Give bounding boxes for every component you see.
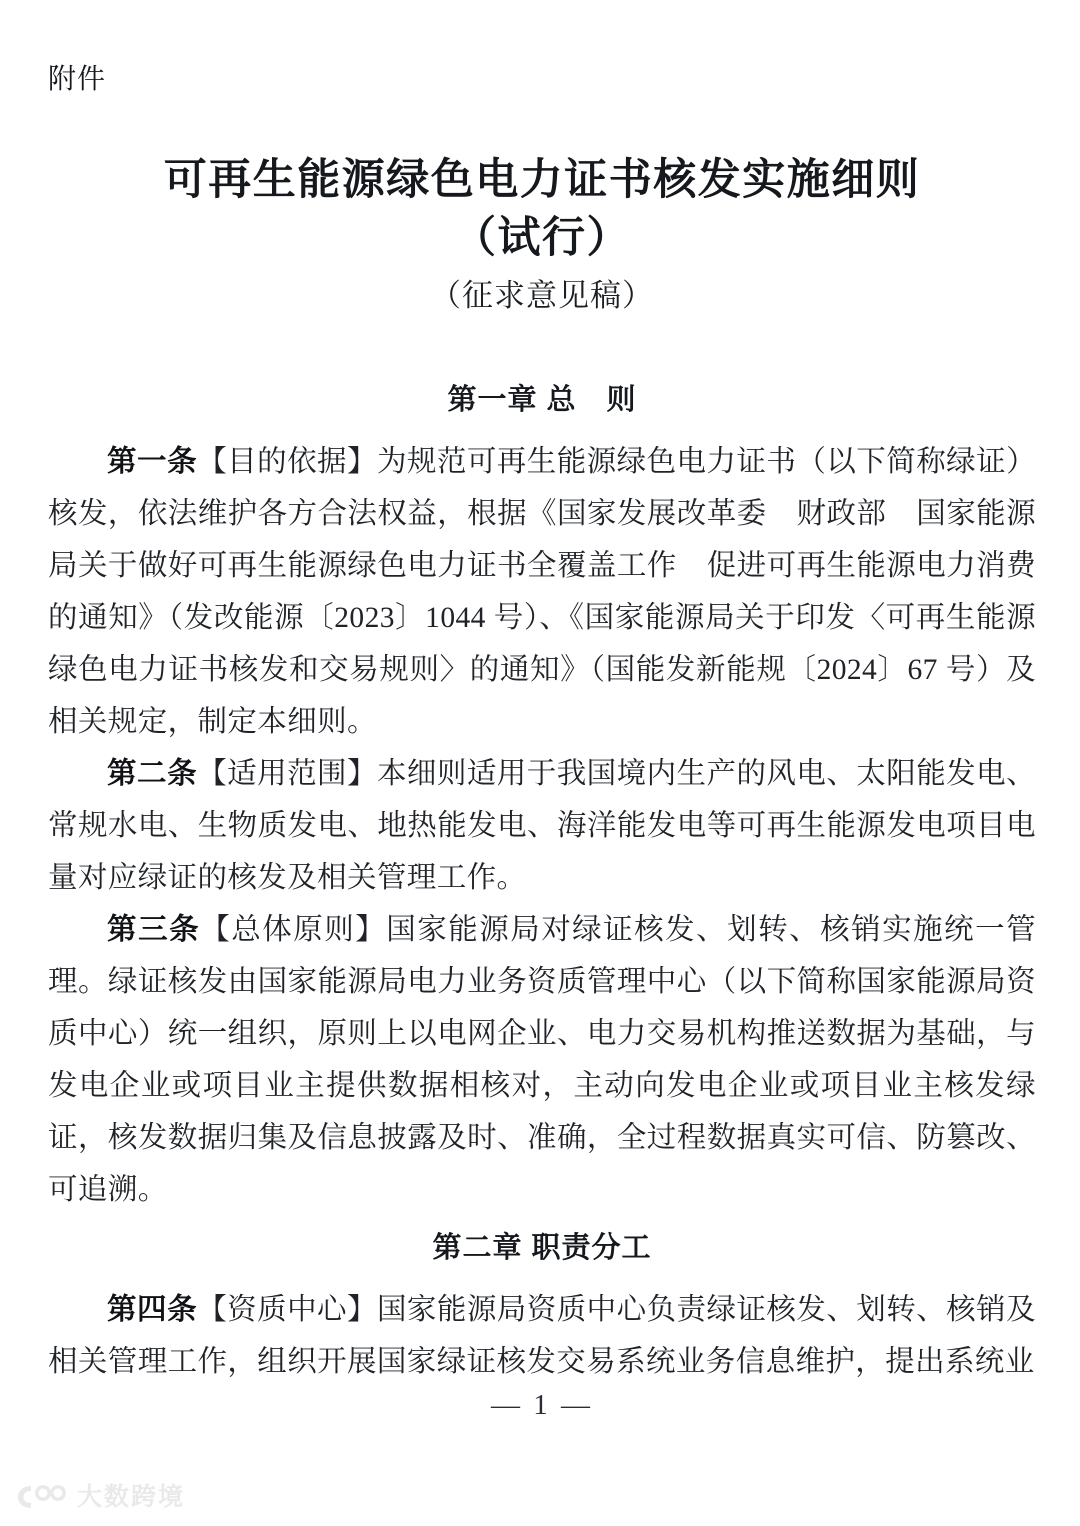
article-paragraph [48,1284,1036,1388]
title-block [48,152,1036,324]
article-tag: 【目的依据】 [197,446,377,478]
document-title-line-2: （试行） [453,215,631,262]
watermark [14,1482,185,1512]
article-text: 国家能源局对绿证核发、划转、核销实施统一管理。绿证核发由国家能源局电力业务资质管理中心（以下简称国家能源局资质中心）统一组织，原则上以电网企业、电力交易机构推送数据为基础，与发电企业或项目业主提供数据相核对，主动向发电企业或项目业主核发绿证，核发数据归集及信息披露及时、准确，全过程数据真实可信、防篡改、可追溯。 [48,914,1036,1206]
article-paragraph [48,904,1036,1216]
chapter-heading-2: 第二章 职责分工 [432,1232,652,1264]
article-paragraph [48,436,1036,748]
document-subtitle: （征求意见稿） [430,278,654,313]
article-text: 为规范可再生能源绿色电力证书（以下简称绿证）核发，依法维护各方合法权益，根据《国家发展改革委 财政部 国家能源局关于做好可再生能源绿色电力证书全覆盖工作 促进可再生能源电力消费的通知》（发改能源〔2023〕1044 号）、《国家能源局关于印发〈可再生能源绿色电力证书核发和交易规则〉的通知》（国能发新能规〔2024〕67 号）及相关规定，制定本细则。 [48,446,1036,738]
article-paragraph [48,748,1036,904]
article-number: 第二条 [107,758,198,790]
watermark-text: 大数跨境 [77,1483,186,1511]
article-text: 本细则适用于我国境内生产的风电、太阳能发电、常规水电、生物质发电、地热能发电、海洋能发电等可再生能源发电项目电量对应绿证的核发及相关管理工作。 [48,758,1036,894]
article-text: 国家能源局资质中心负责绿证核发、划转、核销及相关管理工作，组织开展国家绿证核发交易系统业务信息维护，提出系统业 [48,1294,1036,1378]
article-number: 第一条 [107,446,198,478]
attachment-label: 附件 [48,63,107,94]
article-tag: 【适用范围】 [197,758,377,790]
page-number-footer: — 1 — [491,1389,593,1421]
document-body [48,368,1036,1388]
article-number: 第四条 [107,1294,198,1326]
document-title-line-1: 可再生能源绿色电力证书核发实施细则 [163,157,921,204]
article-tag: 【总体原则】 [200,914,387,946]
article-tag: 【资质中心】 [197,1294,377,1326]
ic-circles-logo-icon [14,1482,70,1512]
chapter-heading-1: 第一章 总 则 [447,384,637,416]
article-number: 第三条 [107,914,201,946]
